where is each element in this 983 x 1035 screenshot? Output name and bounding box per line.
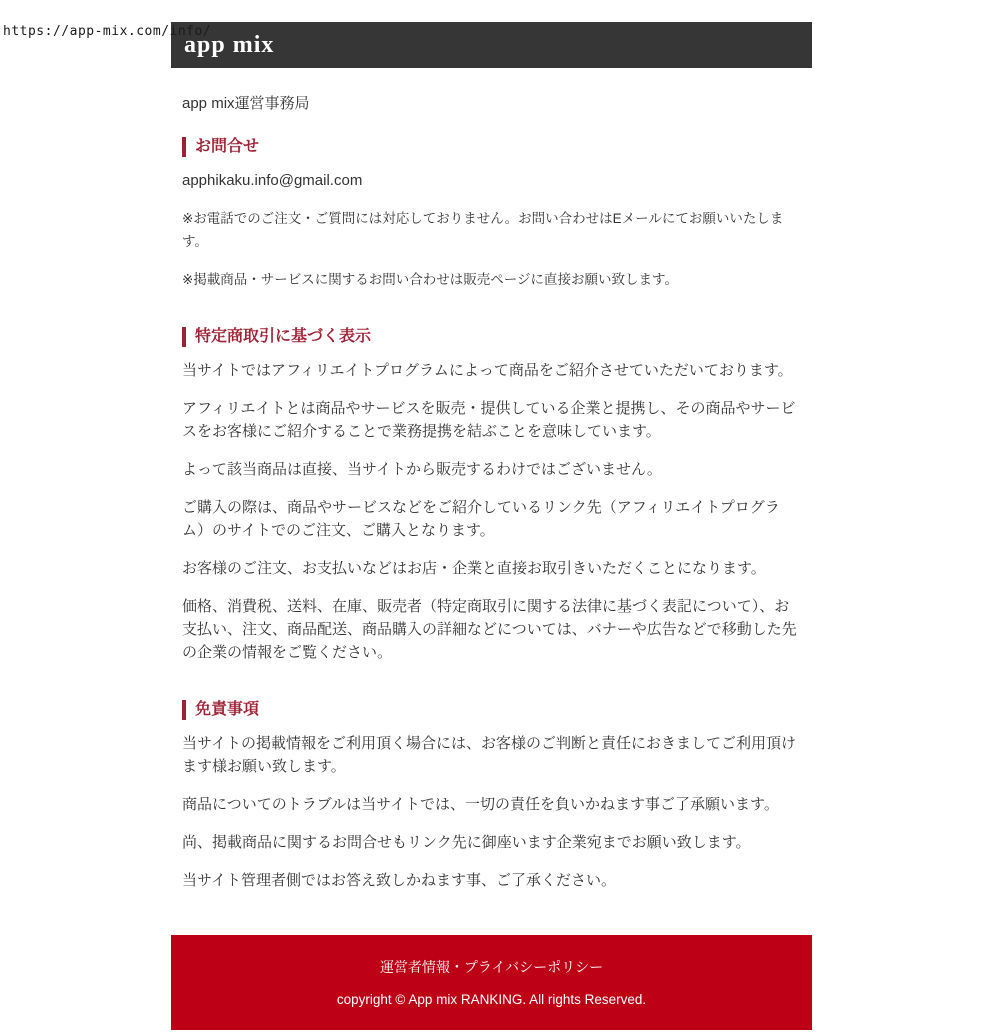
site-footer	[171, 935, 812, 1030]
contact-email: apphikaku.info@gmail.com	[182, 172, 363, 189]
disclaimer-paragraph: 当サイト管理者側ではお答え致しかねます事、ご了承ください。	[182, 872, 616, 889]
commerce-paragraph: 価格、消費税、送料、在庫、販売者（特定商取引に関する法律に基づく表記について）、お支払い、注文、商品配送、商品購入の詳細などについては、バナーや広告などで移動した先の企業の情報をご覧ください。	[182, 598, 797, 661]
main-content	[171, 92, 812, 935]
footer-link-operator-privacy[interactable]: 運営者情報・プライバシーポリシー	[379, 959, 604, 975]
disclaimer-paragraph: 当サイトの掲載情報をご利用頂く場合には、お客様のご判断と責任におきましてご利用頂けます様お願い致します。	[182, 735, 796, 775]
copyright-text: copyright © App mix RANKING. All rights Reserved.	[336, 992, 647, 1007]
disclaimer-paragraph: 尚、掲載商品に関するお問合せもリンク先に御座います企業宛までお願い致します。	[182, 834, 751, 851]
commerce-paragraph: ご購入の際は、商品やサービスなどをご紹介しているリンク先（アフィリエイトプログラム）のサイトでのご注文、ご購入となります。	[182, 499, 780, 539]
content-column	[171, 22, 812, 1030]
site-header	[171, 22, 812, 68]
commerce-paragraph: 当サイトではアフィリエイトプログラムによって商品をご紹介させていただいております。	[182, 362, 793, 379]
page-url-caption: https://app-mix.com/info/	[3, 24, 212, 39]
contact-note-phone: ※お電話でのご注文・ご質問には対応しておりません。お問い合わせはEメールにてお願いいたします。	[182, 211, 784, 249]
contact-note-products: ※掲載商品・サービスに関するお問い合わせは販売ページに直接お願い致します。	[182, 272, 678, 287]
commerce-paragraph: よって該当商品は直接、当サイトから販売するわけではございません。	[182, 461, 662, 478]
site-title: app mix	[184, 31, 275, 58]
section-heading-commerce-law: 特定商取引に基づく表示	[182, 327, 801, 347]
operator-name: app mix運営事務局	[182, 95, 310, 112]
disclaimer-paragraph: 商品についてのトラブルは当サイトでは、一切の責任を負いかねます事ご了承願います。	[182, 796, 779, 813]
commerce-paragraph: アフィリエイトとは商品やサービスを販売・提供している企業と提携し、その商品やサービスをお客様にご紹介することで業務提携を結ぶことを意味しています。	[182, 400, 796, 440]
section-heading-contact: お問合せ	[182, 137, 801, 157]
section-heading-disclaimer: 免責事項	[182, 700, 801, 720]
commerce-paragraph: お客様のご注文、お支払いなどはお店・企業と直接お取引きいただくことになります。	[182, 560, 766, 577]
